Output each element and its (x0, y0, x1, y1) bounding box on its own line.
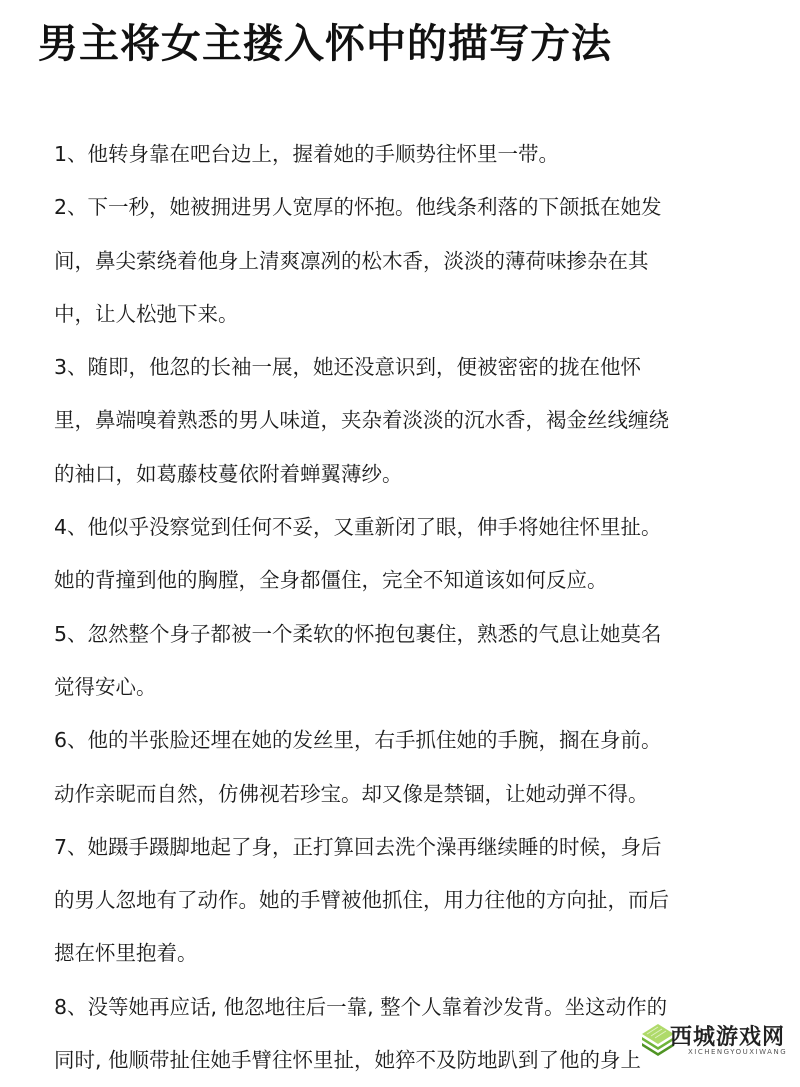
text-line: 动作亲昵而自然，仿佛视若珍宝。却又像是禁锢，让她动弹不得。 (54, 781, 649, 806)
watermark-site-name: 西城游戏网 (670, 1025, 786, 1050)
text-line: 摁在怀里抱着。 (54, 941, 198, 966)
text-line: 6、他的半张脸还埋在她的发丝里，右手抓住她的手腕，搁在身前。 (54, 728, 662, 753)
watermark-pinyin: XICHENGYOUXIWANG (688, 1048, 788, 1056)
text-line: 7、她蹑手蹑脚地起了身，正打算回去洗个澡再继续睡的时候，身后 (54, 834, 662, 859)
text-line: 间，鼻尖萦绕着他身上清爽凛冽的松木香，淡淡的薄荷味掺杂在其 (54, 248, 649, 273)
text-line: 同时, 他顺带扯住她手臂往怀里扯，她猝不及防地趴到了他的身上 (54, 1048, 642, 1073)
text-line: 中，让人松弛下来。 (54, 301, 239, 326)
text-line: 1、他转身靠在吧台边上，握着她的手顺势往怀里一带。 (54, 142, 560, 166)
text-line: 5、忽然整个身子都被一个柔软的怀抱包裹住，熟悉的气息让她莫名 (54, 621, 662, 646)
text-line: 的袖口，如葛藤枝蔓依附着蝉翼薄纱。 (54, 461, 403, 486)
text-line: 8、没等她再应话, 他忽地往后一靠, 整个人靠着沙发背。坐这动作的 (54, 994, 668, 1019)
text-line: 4、他似乎没察觉到任何不妥，又重新闭了眼，伸手将她往怀里扯。 (54, 515, 662, 540)
text-line: 她的背撞到他的胸膛，全身都僵住，完全不知道该如何反应。 (54, 568, 608, 593)
text-line: 2、下一秒，她被拥进男人宽厚的怀抱。他线条利落的下颌抵在她发 (54, 195, 662, 220)
text-line: 觉得安心。 (54, 674, 157, 699)
page-title: 男主将女主搂入怀中的描写方法 (38, 21, 612, 67)
site-watermark (640, 1018, 800, 1063)
text-line: 的男人忽地有了动作。她的手臂被他抓住，用力往他的方向扯，而后 (54, 888, 669, 913)
article-body (54, 128, 754, 1087)
text-line: 里，鼻端嗅着熟悉的男人味道，夹杂着淡淡的沉水香，褐金丝线缠绕 (54, 408, 669, 433)
text-line: 3、随即，他忽的长袖一展，她还没意识到，便被密密的拢在他怀 (54, 355, 642, 380)
